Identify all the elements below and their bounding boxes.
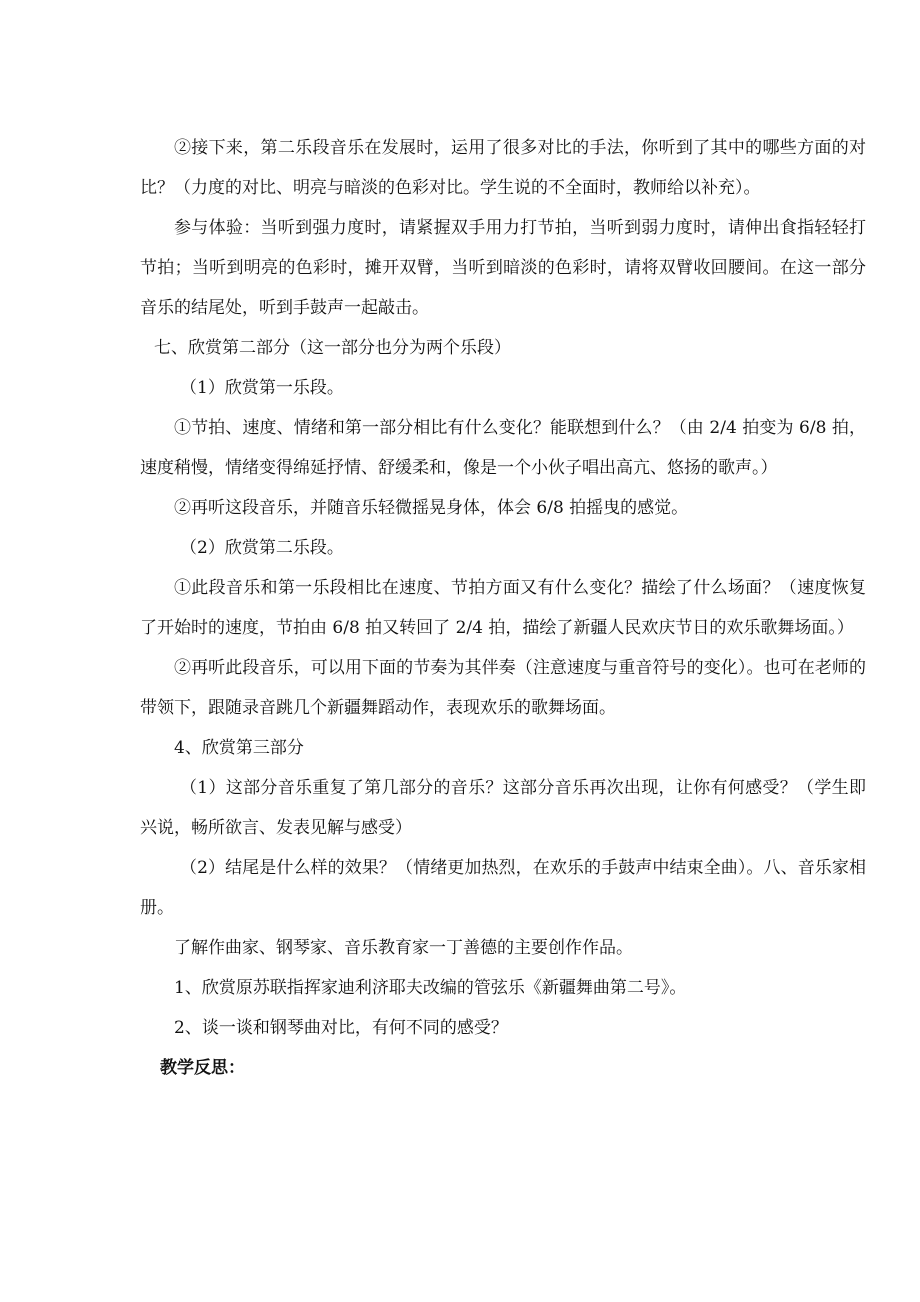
paragraph-composer-works: 了解作曲家、钢琴家、音乐教育家一丁善德的主要创作作品。 xyxy=(174,938,633,958)
section-heading-part-three: 4、欣赏第三部分 xyxy=(174,738,304,758)
teaching-reflection-heading: 教学反思： xyxy=(160,1058,245,1078)
subsection-second-passage: （2）欣赏第二乐段。 xyxy=(180,538,344,558)
paragraph-participation: 参与体验：当听到强力度时，请紧握双手用力打节拍，当听到弱力度时，请伸出食指轻轻打节拍；当听到明亮的色彩时，摊开双臂，当听到暗淡的色彩时，请将双臂收回腰间。在这一部分音乐的结尾处，听到手鼓声一起敲击。 xyxy=(140,218,866,318)
paragraph-contrast-question: ②接下来，第二乐段音乐在发展时，运用了很多对比的手法，你听到了其中的哪些方面的对比？（力度的对比、明亮与暗淡的色彩对比。学生说的不全面时，教师给以补充）。 xyxy=(140,138,866,198)
paragraph-tempo-change: ①此段音乐和第一乐段相比在速度、节拍方面又有什么变化？描绘了什么场面？（速度恢复了开始时的速度，节拍由 6/8 拍又转回了 2/4 拍，描绘了新疆人民欢庆节日的欢乐歌舞场面。） xyxy=(140,578,866,638)
paragraph-meter-change: ①节拍、速度、情绪和第一部分相比有什么变化？能联想到什么？（由 2/4 拍变为 6/8 拍，速度稍慢，情绪变得绵延抒情、舒缓柔和，像是一个小伙子唱出高亢、悠扬的歌声。） xyxy=(140,418,866,478)
paragraph-orchestral-appreciation: 1、欣赏原苏联指挥家迪利济耶夫改编的管弦乐《新疆舞曲第二号》。 xyxy=(174,978,687,998)
paragraph-sway: ②再听这段音乐，并随音乐轻微摇晃身体，体会 6/8 拍摇曳的感觉。 xyxy=(174,498,689,518)
paragraph-repeat-question: （1）这部分音乐重复了第几部分的音乐？这部分音乐再次出现，让你有何感受？（学生即兴说，畅所欲言、发表见解与感受） xyxy=(140,778,866,838)
section-heading-part-two: 七、欣赏第二部分（这一部分也分为两个乐段） xyxy=(154,338,511,358)
paragraph-compare-piano: 2、谈一谈和钢琴曲对比，有何不同的感受？ xyxy=(174,1018,508,1038)
paragraph-ending-effect: （2）结尾是什么样的效果？（情绪更加热烈，在欢乐的手鼓声中结束全曲）。八、音乐家相册。 xyxy=(140,858,866,918)
paragraph-accompaniment: ②再听此段音乐，可以用下面的节奏为其伴奏（注意速度与重音符号的变化）。也可在老师的带领下，跟随录音跳几个新疆舞蹈动作，表现欢乐的歌舞场面。 xyxy=(140,658,866,718)
subsection-first-passage: （1）欣赏第一乐段。 xyxy=(180,378,344,398)
